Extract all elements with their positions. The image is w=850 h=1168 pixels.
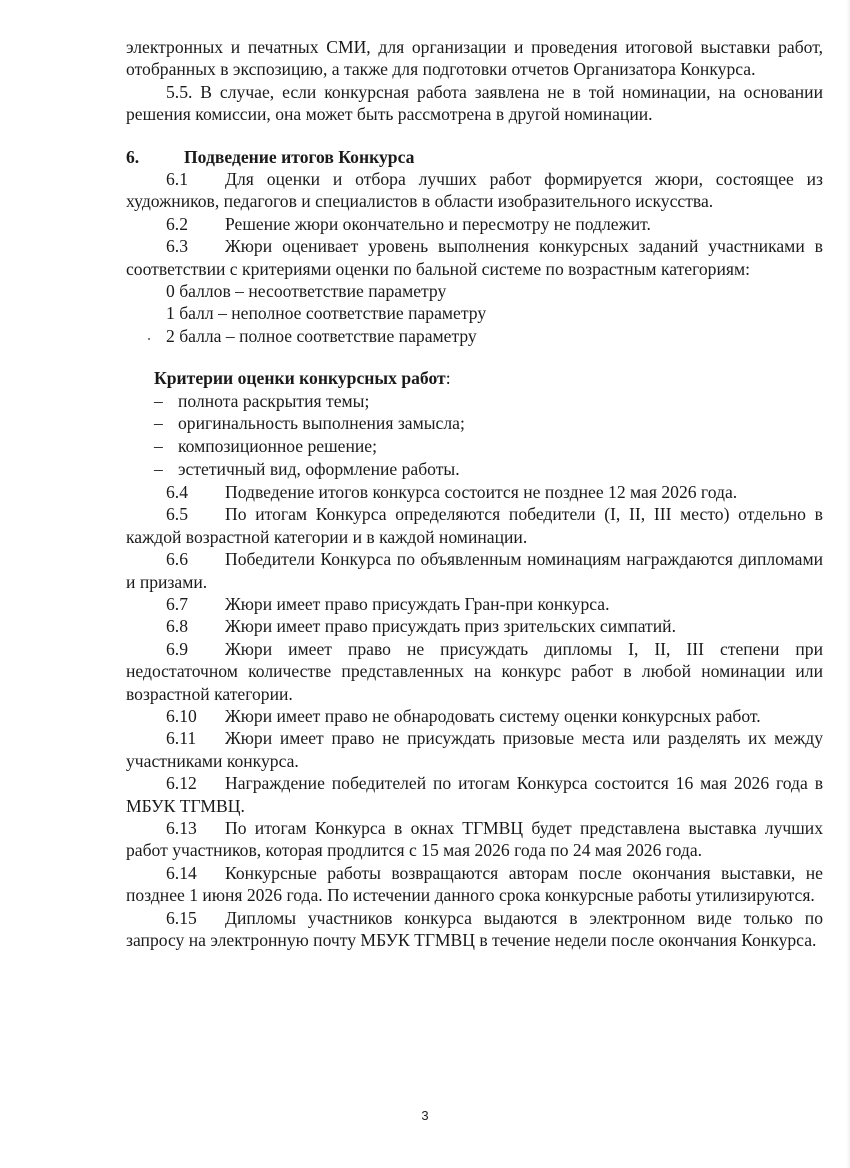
item-number: 6.12 (166, 773, 197, 794)
criteria-item (126, 458, 823, 481)
item-number: 6.9 (166, 638, 188, 659)
dash-bullet-icon: – (154, 413, 163, 434)
section-number: 6. (126, 146, 140, 167)
dash-bullet-icon: – (154, 390, 163, 411)
item-text: По итогам Конкурса в окнах ТГМВЦ будет представлена выставка лучших работ участников, которая продлится с 15 мая 2026 года по 24 мая 2026 года. (126, 817, 823, 861)
item-6-8 (126, 615, 823, 637)
item-number: 6.6 (166, 549, 188, 570)
item-number: 6.10 (166, 705, 197, 726)
document-page (126, 36, 823, 951)
dash-bullet-icon: – (154, 436, 163, 457)
criteria-item-text: полнота раскрытия темы; (178, 390, 370, 411)
item-6-14 (126, 862, 823, 907)
criteria-item (126, 412, 823, 435)
score-row: 1 балл – неполное соответствие параметру (166, 303, 487, 324)
item-6-10 (126, 705, 823, 727)
item-6-6 (126, 548, 823, 593)
criteria-item (126, 435, 823, 458)
item-number: 6.3 (166, 236, 188, 257)
criteria-title-colon: : (445, 368, 451, 389)
item-number: 5.5. (166, 81, 193, 102)
item-6-7 (126, 593, 823, 615)
scan-edge (846, 0, 850, 1168)
dash-bullet-icon: – (154, 459, 163, 480)
item-text: Жюри оценивает уровень выполнения конкурсных заданий участниками в соответствии с критериями оценки по бальной системе по возрастным категориям: (126, 236, 823, 279)
score-row: 2 балла – полное соответствие параметру (166, 325, 477, 346)
item-text: Награждение победителей по итогам Конкурса состоится 16 мая 2026 года в МБУК ТГМВЦ. (126, 773, 823, 816)
item-6-15 (126, 907, 823, 952)
criteria-item-text: композиционное решение; (178, 436, 377, 457)
item-number: 6.8 (166, 616, 188, 637)
page-number: 3 (421, 1108, 429, 1123)
criteria-item (126, 390, 823, 413)
item-number: 6.15 (166, 907, 197, 928)
criteria-item-text: эстетичный вид, оформление работы. (178, 459, 460, 480)
item-number: 6.5 (166, 504, 188, 525)
item-text: Для оценки и отбора лучших работ формируется жюри, состоящее из художников, педагогов и специалистов в области изобразительного искусства. (126, 169, 823, 212)
item-text: Жюри имеет право присуждать Гран-при конкурса. (225, 593, 610, 614)
item-text: Жюри имеет право не обнародовать систему оценки конкурсных работ. (225, 705, 761, 726)
score-scale (126, 280, 823, 347)
item-6-2 (126, 213, 823, 235)
criteria-item-text: оригинальность выполнения замысла; (178, 413, 465, 434)
item-text: Дипломы участников конкурса выдаются в электронном виде только по запросу на электронную почту МБУК ТГМВЦ в течение недели после окончания Конкурса. (126, 907, 823, 950)
criteria-list (126, 390, 823, 481)
item-number: 6.4 (166, 481, 188, 502)
item-text: Жюри имеет право присуждать приз зрительских симпатий. (225, 616, 676, 637)
item-number: 6.2 (166, 213, 188, 234)
item-6-13 (126, 817, 823, 862)
item-6-1 (126, 168, 823, 213)
item-6-3 (126, 235, 823, 280)
item-text: По итогам Конкурса определяются победители (I, II, III место) отдельно в каждой возрастной категории и в каждой номинации. (126, 504, 823, 547)
score-row: 0 баллов – несоответствие параметру (166, 281, 447, 302)
item-text: Подведение итогов конкурса состоится не позднее 12 мая 2026 года. (225, 481, 738, 502)
section-title: Подведение итогов Конкурса (184, 146, 415, 167)
scan-speck-icon (148, 338, 150, 340)
item-number: 6.1 (166, 169, 188, 190)
section-heading (126, 146, 823, 168)
paragraph-continuation: электронных и печатных СМИ, для организации и проведения итоговой выставки работ, отобранных в экспозицию, а также для подготовки отчетов Организатора Конкурса. (126, 37, 823, 80)
criteria-title-text: Критерии оценки конкурсных работ (154, 368, 446, 389)
item-text: Победители Конкурса по объявленным номинациям награждаются дипломами и призами. (126, 549, 823, 592)
paragraph-5-5 (126, 81, 823, 126)
item-6-11 (126, 727, 823, 772)
item-text: Жюри имеет право не присуждать дипломы I, II, III степени при недостаточном количестве представленных на конкурс работ в любой номинации или возрастной категории. (126, 638, 823, 704)
item-number: 6.14 (166, 862, 197, 883)
item-number: 6.11 (166, 728, 197, 749)
item-text: Жюри имеет право не присуждать призовые места или разделять их между участниками конкурса. (126, 728, 823, 771)
item-6-9 (126, 638, 823, 705)
item-6-12 (126, 772, 823, 817)
item-number: 6.13 (166, 817, 197, 838)
item-6-5 (126, 503, 823, 548)
criteria-title (126, 367, 823, 389)
item-text: Конкурсные работы возвращаются авторам после окончания выставки, не позднее 1 июня 2026 года. По истечении данного срока конкурсные работы утилизируются. (126, 862, 823, 906)
item-text: Решение жюри окончательно и пересмотру не подлежит. (225, 213, 651, 234)
item-number: 6.7 (166, 593, 188, 614)
item-6-4 (126, 481, 823, 503)
item-text: В случае, если конкурсная работа заявлена не в той номинации, на основании решения комиссии, она может быть рассмотрена в другой номинации. (126, 81, 823, 125)
